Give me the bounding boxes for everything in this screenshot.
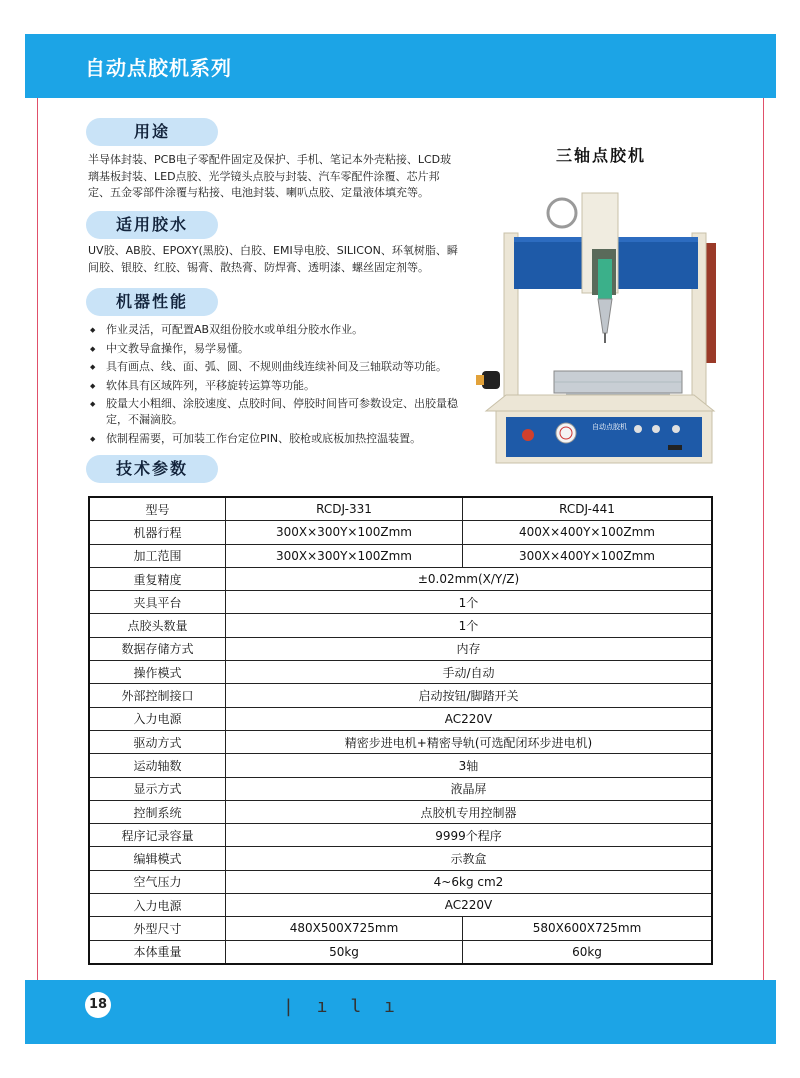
table-row <box>89 521 712 544</box>
usage-heading: 用途 <box>86 118 218 146</box>
table-cell: 400X×400Y×100Zmm <box>463 521 713 544</box>
table-cell: 显示方式 <box>89 777 226 800</box>
table-row <box>89 637 712 660</box>
table-row <box>89 800 712 823</box>
table-row <box>89 614 712 637</box>
table-cell: 4~6kg cm2 <box>226 870 713 893</box>
machine-illustration <box>470 183 726 468</box>
table-row <box>89 730 712 753</box>
table-cell: 编辑模式 <box>89 847 226 870</box>
list-item: ◆ 依制程需要，可加装工作台定位PIN、胶枪或底板加热控温装置。 <box>88 431 468 447</box>
table-cell: 精密步进电机+精密导轨(可选配闭环步进电机) <box>226 730 713 753</box>
table-cell: 内存 <box>226 637 713 660</box>
performance-heading: 机器性能 <box>86 288 218 316</box>
list-item: ◆ 具有画点、线、面、弧、圆、不规则曲线连续补间及三轴联动等功能。 <box>88 359 468 375</box>
table-cell: 运动轴数 <box>89 754 226 777</box>
page-title: 自动点胶机系列 <box>85 56 232 80</box>
table-cell: 示教盒 <box>226 847 713 870</box>
table-cell: 液晶屏 <box>226 777 713 800</box>
table-cell: RCDJ-441 <box>463 497 713 521</box>
table-cell: 60kg <box>463 940 713 964</box>
spec-table <box>88 496 713 965</box>
table-cell: 1个 <box>226 614 713 637</box>
table-cell: 型号 <box>89 497 226 521</box>
list-item: ◆ 中文教导盒操作，易学易懂。 <box>88 341 468 357</box>
table-row <box>89 917 712 940</box>
table-cell: AC220V <box>226 894 713 917</box>
table-cell: 点胶头数量 <box>89 614 226 637</box>
table-row <box>89 940 712 964</box>
table-row <box>89 754 712 777</box>
table-cell: 50kg <box>226 940 463 964</box>
footer-marks: | ı l ı <box>283 996 401 1017</box>
table-cell: RCDJ-331 <box>226 497 463 521</box>
table-cell: 点胶机专用控制器 <box>226 800 713 823</box>
table-cell: 外部控制接口 <box>89 684 226 707</box>
table-cell: 580X600X725mm <box>463 917 713 940</box>
glue-heading: 适用胶水 <box>86 211 218 239</box>
table-cell: 程序记录容量 <box>89 824 226 847</box>
usage-text: 半导体封装、PCB电子零配件固定及保护、手机、笔记本外壳粘接、LCD玻璃基板封装、LED点胶、光学镜头点胶与封装、汽车零配件涂覆、芯片邦定、五金零部件涂覆与粘接、电池封装、喇叭点胶、定量液体填充等。 <box>88 153 452 199</box>
table-cell: 控制系统 <box>89 800 226 823</box>
header-band <box>25 34 776 98</box>
table-cell: AC220V <box>226 707 713 730</box>
table-row <box>89 497 712 521</box>
table-row <box>89 684 712 707</box>
table-cell: 启动按钮/脚踏开关 <box>226 684 713 707</box>
table-cell: 数据存储方式 <box>89 637 226 660</box>
machine-panel-label: 自动点胶机 <box>592 423 627 431</box>
list-item: ◆ 软体具有区域阵列，平移旋转运算等功能。 <box>88 378 468 394</box>
table-cell: 空气压力 <box>89 870 226 893</box>
table-row <box>89 824 712 847</box>
table-cell: 9999个程序 <box>226 824 713 847</box>
table-row <box>89 544 712 567</box>
table-row <box>89 591 712 614</box>
glue-text: UV胶、AB胶、EPOXY(黑胶)、白胶、EMI导电胶、SILICON、环氧树脂、瞬间胶、银胶、红胶、锡膏、散热膏、防焊膏、透明漆、螺丝固定剂等。 <box>88 244 458 274</box>
table-row <box>89 847 712 870</box>
table-cell: 300X×300Y×100Zmm <box>226 544 463 567</box>
table-cell: 机器行程 <box>89 521 226 544</box>
frame-line-left <box>37 34 38 1044</box>
table-cell: 本体重量 <box>89 940 226 964</box>
list-item: ◆ 作业灵活，可配置AB双组份胶水或单组分胶水作业。 <box>88 322 468 338</box>
table-row <box>89 707 712 730</box>
table-cell: 入力电源 <box>89 707 226 730</box>
table-row <box>89 661 712 684</box>
table-cell: 300X×300Y×100Zmm <box>226 521 463 544</box>
table-cell: 300X×400Y×100Zmm <box>463 544 713 567</box>
table-cell: 3轴 <box>226 754 713 777</box>
table-cell: 操作模式 <box>89 661 226 684</box>
table-cell: 外型尺寸 <box>89 917 226 940</box>
table-cell: 驱动方式 <box>89 730 226 753</box>
specs-heading: 技术参数 <box>86 455 218 483</box>
table-cell: 1个 <box>226 591 713 614</box>
table-cell: 480X500X725mm <box>226 917 463 940</box>
performance-list <box>88 322 468 449</box>
table-row <box>89 870 712 893</box>
page-number: 18 <box>85 992 111 1018</box>
frame-line-right <box>763 34 764 1044</box>
table-row <box>89 894 712 917</box>
machine-title: 三轴点胶机 <box>556 146 647 165</box>
table-cell: 加工范围 <box>89 544 226 567</box>
table-cell: 入力电源 <box>89 894 226 917</box>
table-row <box>89 567 712 590</box>
footer-band <box>25 980 776 1044</box>
table-cell: 重复精度 <box>89 567 226 590</box>
list-item: ◆ 胶量大小粗细、涂胶速度、点胶时间、停胶时间皆可参数设定、出胶量稳定，不漏滴胶。 <box>88 396 468 428</box>
table-cell: 夹具平台 <box>89 591 226 614</box>
table-cell: ±0.02mm(X/Y/Z) <box>226 567 713 590</box>
table-row <box>89 777 712 800</box>
table-cell: 手动/自动 <box>226 661 713 684</box>
